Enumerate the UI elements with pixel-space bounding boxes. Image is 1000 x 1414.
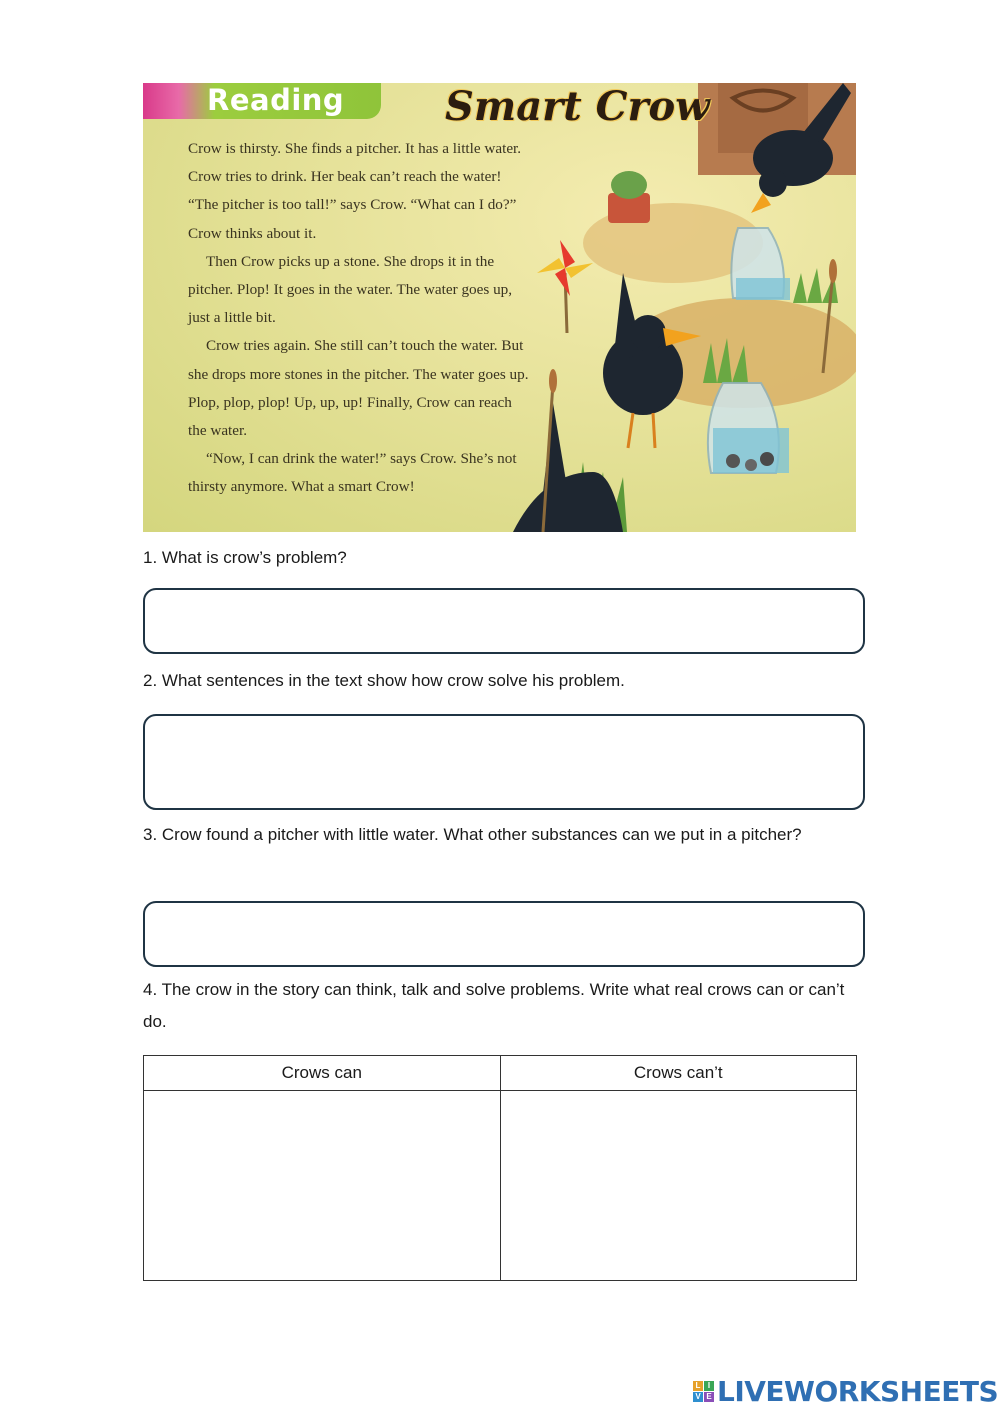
answer-box-1[interactable]: [143, 588, 865, 654]
liveworksheets-logo: [693, 1374, 998, 1408]
story-text: [188, 135, 533, 502]
table-header-crows-can: Crows can: [144, 1056, 501, 1091]
story-paragraph: “Now, I can drink the water!” says Crow. She’s not thirsty anymore. What a smart Crow!: [188, 450, 517, 496]
logo-letter: E: [704, 1392, 714, 1402]
story-paragraph: Crow is thirsty. She finds a pitcher. It has a little water. Crow tries to drink. Her beak can’t reach the water! “The pitcher is too tall!” says Crow. “What can I do?” Crow thinks about it.: [188, 140, 522, 242]
crows-can-cell[interactable]: [144, 1091, 501, 1281]
reading-tab: [143, 83, 381, 119]
logo-letter: V: [693, 1392, 703, 1402]
story-paragraph: Then Crow picks up a stone. She drops it in the pitcher. Plop! It goes in the water. The water goes up, just a little bit.: [188, 252, 513, 327]
story-paragraph: Crow tries again. She still can’t touch the water. But she drops more stones in the pitcher. The water goes up. Plop, plop, plop! Up, up, up! Finally, Crow can reach the water.: [188, 337, 529, 440]
logo-text: LIVEWORKSHEETS: [717, 1374, 999, 1408]
answer-box-3[interactable]: [143, 901, 865, 967]
logo-letter: L: [693, 1381, 703, 1391]
question-4: 4. The crow in the story can think, talk and solve problems. Write what real crows can or can’t do.: [143, 980, 845, 1031]
reading-illustration: [143, 83, 856, 532]
crows-table: [143, 1055, 857, 1281]
story-title: Smart Crow: [445, 83, 710, 130]
logo-letter: I: [704, 1381, 714, 1391]
logo-mark-icon: [693, 1381, 714, 1402]
crows-cant-cell[interactable]: [500, 1091, 857, 1281]
question-3: 3. Crow found a pitcher with little water. What other substances can we put in a pitcher?: [143, 825, 802, 844]
answer-box-2[interactable]: [143, 714, 865, 810]
question-2: 2. What sentences in the text show how crow solve his problem.: [143, 671, 625, 690]
question-1: 1. What is crow’s problem?: [143, 548, 347, 567]
reading-tab-label: Reading: [207, 83, 345, 117]
table-header-crows-cant: Crows can’t: [500, 1056, 857, 1091]
